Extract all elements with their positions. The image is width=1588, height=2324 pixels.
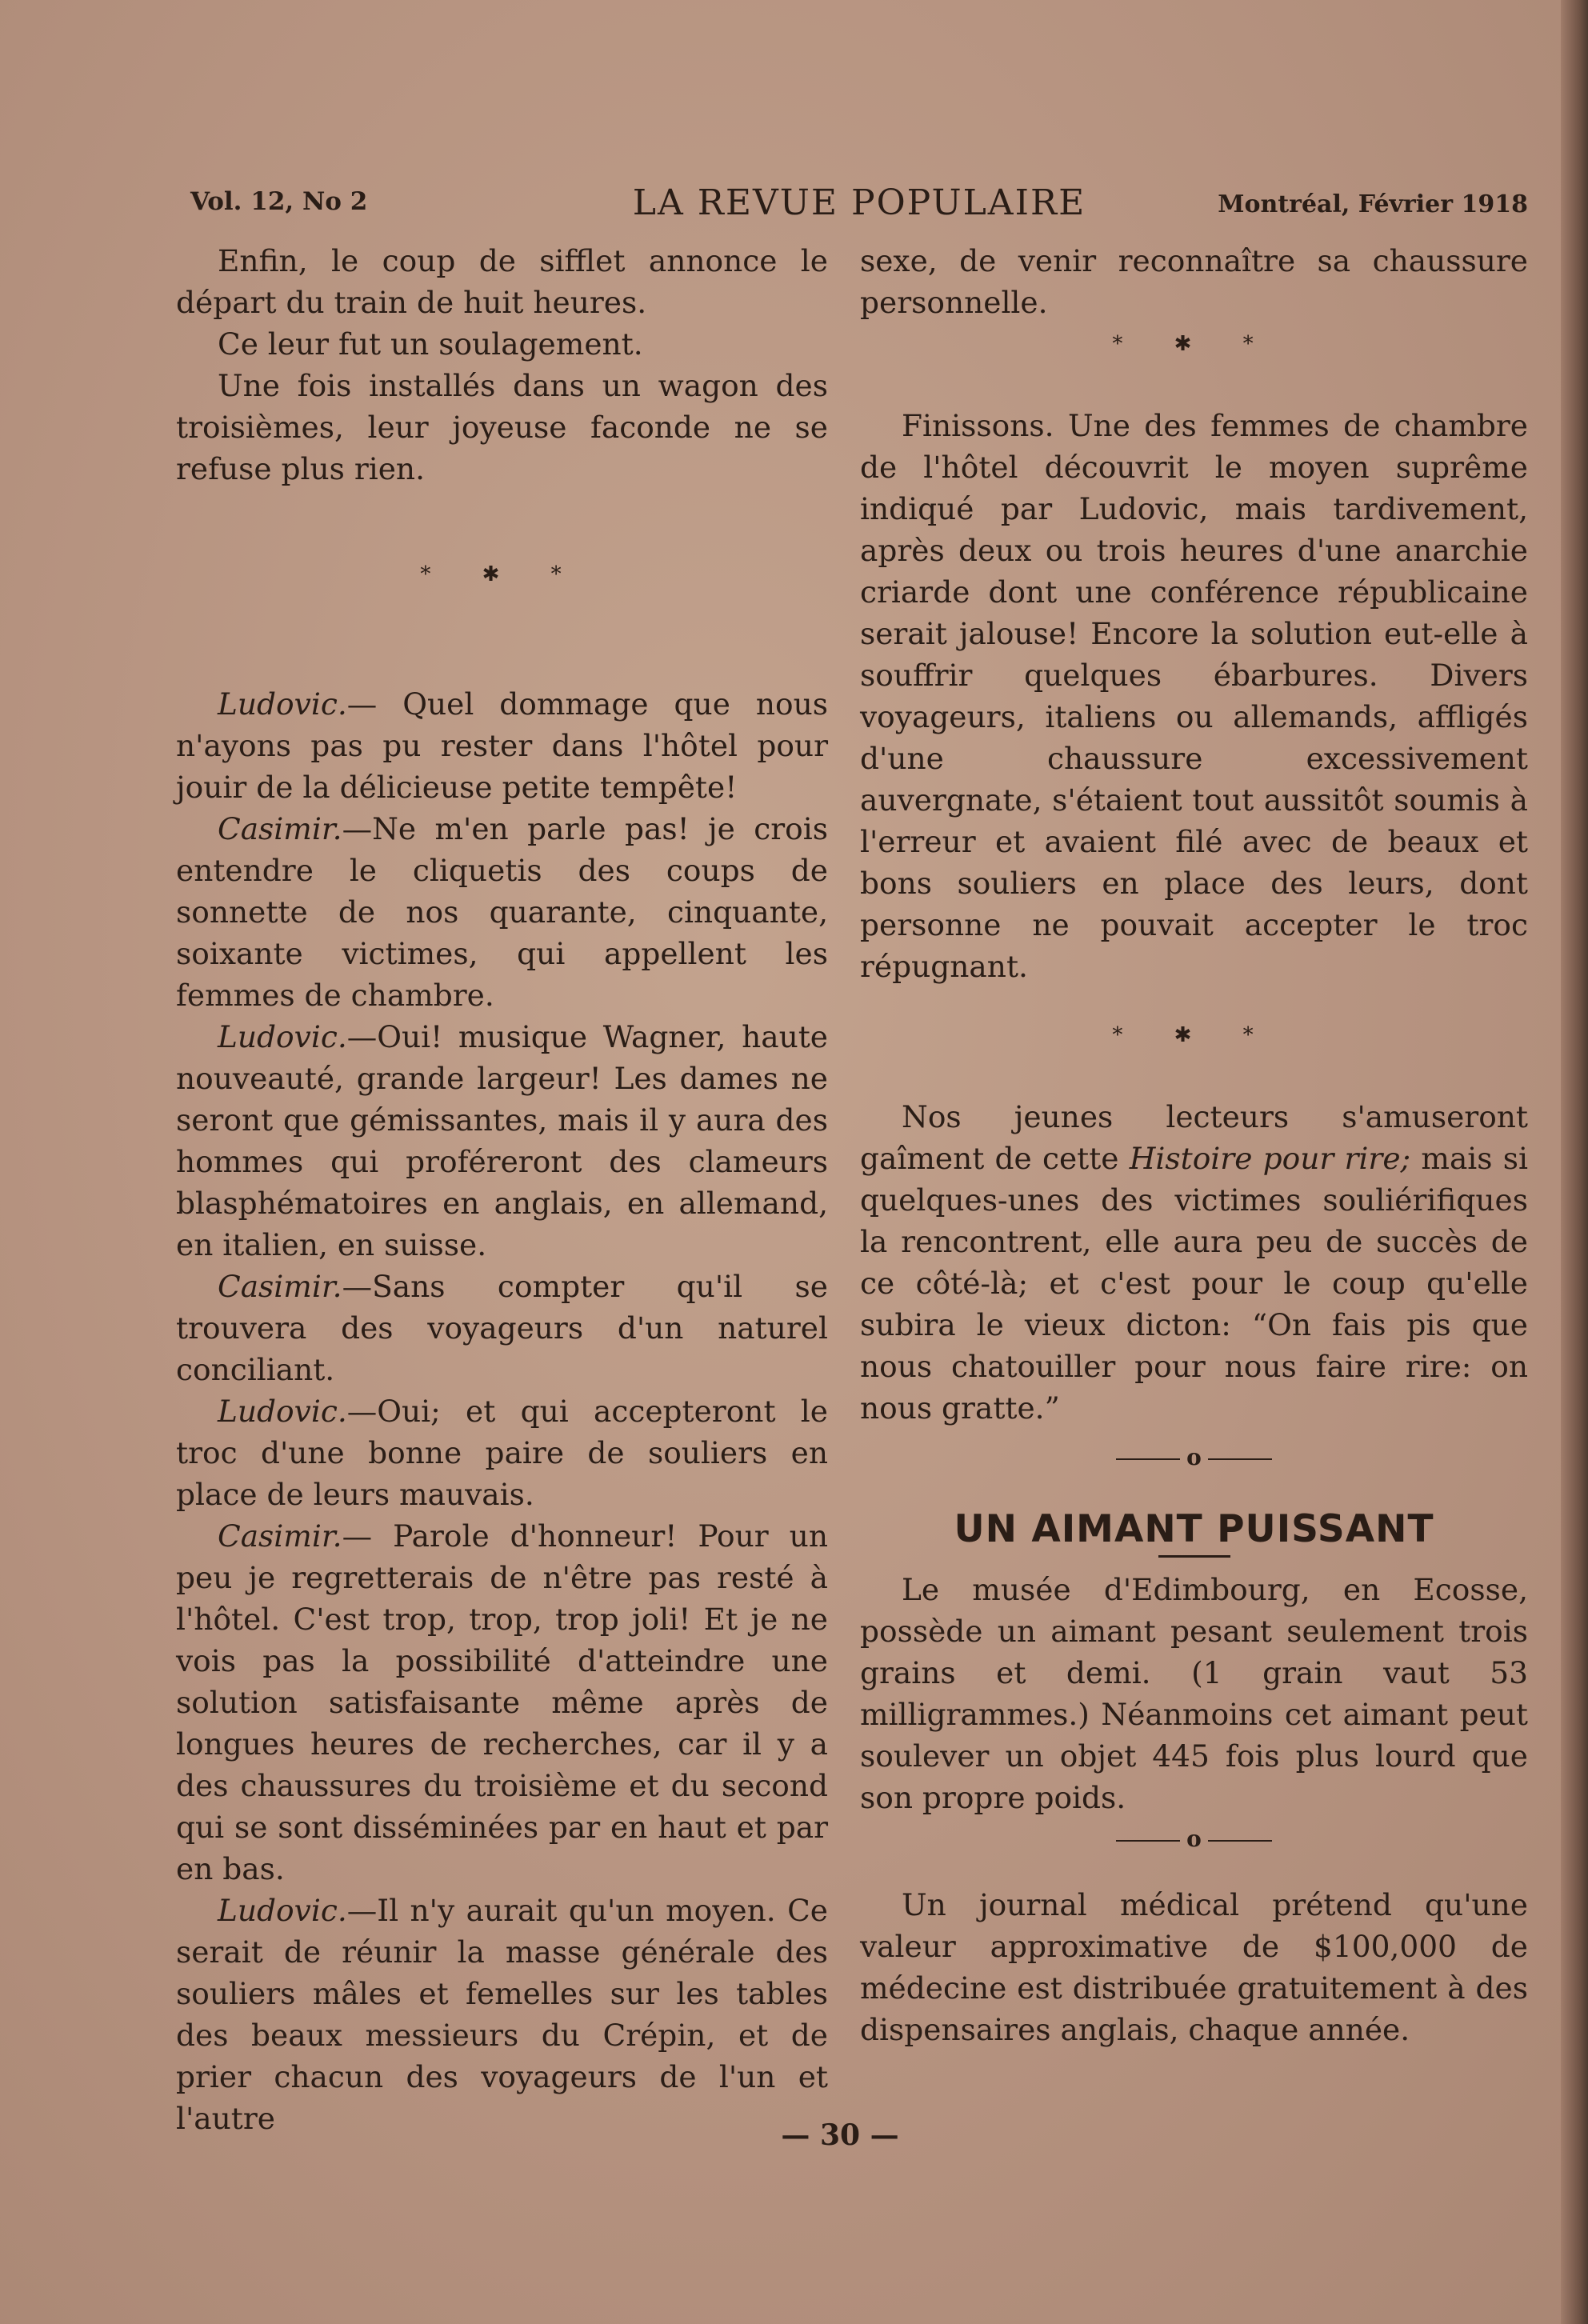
dialogue-text: —Ne m'en parle pas! je crois entendre le cliquetis des coups de sonnette de nos quarante, cinquante, soixante victimes, qui appellent les femmes de chambre. <box>176 811 828 1013</box>
paragraph: Finissons. Une des femmes de chambre de l'hôtel découvrit le moyen suprême indiqué par Ludovic, mais tardivement, après deux ou trois heures d'une anarchie criarde dont une conférence républicaine serait jalouse! Encore la solution eut-elle à souffrir quelques ébarbures. Divers voyageurs, italiens ou allemands, affligés d'une chaussure excessivement auvergnate, s'étaient tout aussitôt soumis à l'erreur et avaient filé avec de beaux et bons souliers en place des leurs, dont personne ne pouvait accepter le troc répugnant. <box>860 408 1528 984</box>
dialogue-text: —Oui; et qui accepteront le troc d'une bonne paire de souliers en place de leurs mauvais. <box>176 1394 828 1512</box>
left-column <box>176 240 828 2139</box>
publication-title: LA REVUE POPULAIRE <box>632 182 1086 223</box>
rule-separator: o <box>860 1437 1528 1478</box>
dialogue-line <box>176 1390 828 1515</box>
volume-number: Vol. 12, No 2 <box>190 187 368 216</box>
paragraph: Le musée d'Edimbourg, en Ecosse, possède un aimant pesant seulement trois grains et demi. (1 grain vaut 53 milligrammes.) Néanmoins cet aimant peut soulever un objet 445 fois plus lourd que son propre poids. <box>860 1572 1528 1815</box>
page-edge <box>1561 0 1588 2324</box>
dialogue-text: —Sans compter qu'il se trouvera des voyageurs d'un naturel conciliant. <box>176 1269 828 1387</box>
paragraph: Un journal médical prétend qu'une valeur approximative de $100,000 de médecine est distribuée gratuitement à des dispensaires anglais, chaque année. <box>860 1887 1528 2047</box>
dialogue-line <box>176 1890 828 2139</box>
speaker-name: Casimir. <box>218 1269 342 1304</box>
dialogue-text: —Il n'y aurait qu'un moyen. Ce serait de réunir la masse générale des souliers mâles et femelles sur les tables des beaux messieurs du Crépin, et de prier chacun des voyageurs de l'un et l'autre <box>176 1893 828 2136</box>
title-underline <box>1158 1555 1230 1558</box>
dialogue-text: — Parole d'honneur! Pour un peu je regretterais de n'être pas resté à l'hôtel. C'est trop, trop, trop joli! Et je ne vois pas la possibilité d'atteindre une solution satisfaisante même après de longues heures de recherches, car il y a des chaussures du troisième et du second qui se sont disséminées par en haut et par en bas. <box>176 1518 828 1886</box>
section-separator-stars: * ✱ * <box>420 562 584 586</box>
right-column <box>860 240 1528 2050</box>
speaker-name: Ludovic. <box>218 1019 347 1054</box>
italic-title: Histoire pour rire; <box>1129 1141 1411 1176</box>
section-separator-stars: * ✱ * <box>1112 1023 1276 1047</box>
speaker-name: Casimir. <box>218 1518 342 1554</box>
dialogue-line <box>176 808 828 1016</box>
paragraph <box>860 1096 1528 1429</box>
dialogue-line <box>176 1515 828 1890</box>
paragraph: Enfin, le coup de sifflet annonce le départ du train de huit heures. <box>176 243 828 320</box>
section-separator-stars: * ✱ * <box>1112 332 1276 356</box>
dialogue-text: —Oui! musique Wagner, haute nouveauté, grande largeur! Les dames ne seront que gémissantes, mais il y aura des hommes qui proféreront des clameurs blasphématoires en anglais, en allemand, en italien, en suisse. <box>176 1019 828 1262</box>
speaker-name: Ludovic. <box>218 1394 347 1429</box>
dialogue-line <box>176 683 828 808</box>
text-run: Nos jeunes lecteurs s'amuseront gaîment de cette <box>860 1099 1528 1176</box>
rule-separator: o <box>860 1818 1528 1860</box>
speaker-name: Casimir. <box>218 811 342 846</box>
paragraph: Ce leur fut un soulagement. <box>218 326 643 362</box>
dialogue-line <box>176 1266 828 1390</box>
page-header <box>190 182 1528 230</box>
issue-date: Montréal, Février 1918 <box>1218 190 1528 218</box>
text-run: mais si quelques-unes des victimes souliérifiques la rencontrent, elle aura peu de succès de ce côté-là; et c'est pour le coup qu'elle subira le vieux dicton: “On fais pis que nous chatouiller pour nous faire rire: on nous gratte.” <box>860 1141 1528 1426</box>
dialogue-line <box>176 1016 828 1266</box>
page-number: — 30 — <box>781 2118 899 2152</box>
article-title: UN AIMANT PUISSANT <box>954 1507 1434 1551</box>
dialogue-text: — Quel dommage que nous n'ayons pas pu rester dans l'hôtel pour jouir de la délicieuse petite tempête! <box>176 686 828 805</box>
paragraph: Une fois installés dans un wagon des troisièmes, leur joyeuse faconde ne se refuse plus rien. <box>176 368 828 486</box>
paragraph-continued: sexe, de venir reconnaître sa chaussure personnelle. <box>860 243 1528 320</box>
speaker-name: Ludovic. <box>218 1893 347 1928</box>
speaker-name: Ludovic. <box>218 686 347 722</box>
